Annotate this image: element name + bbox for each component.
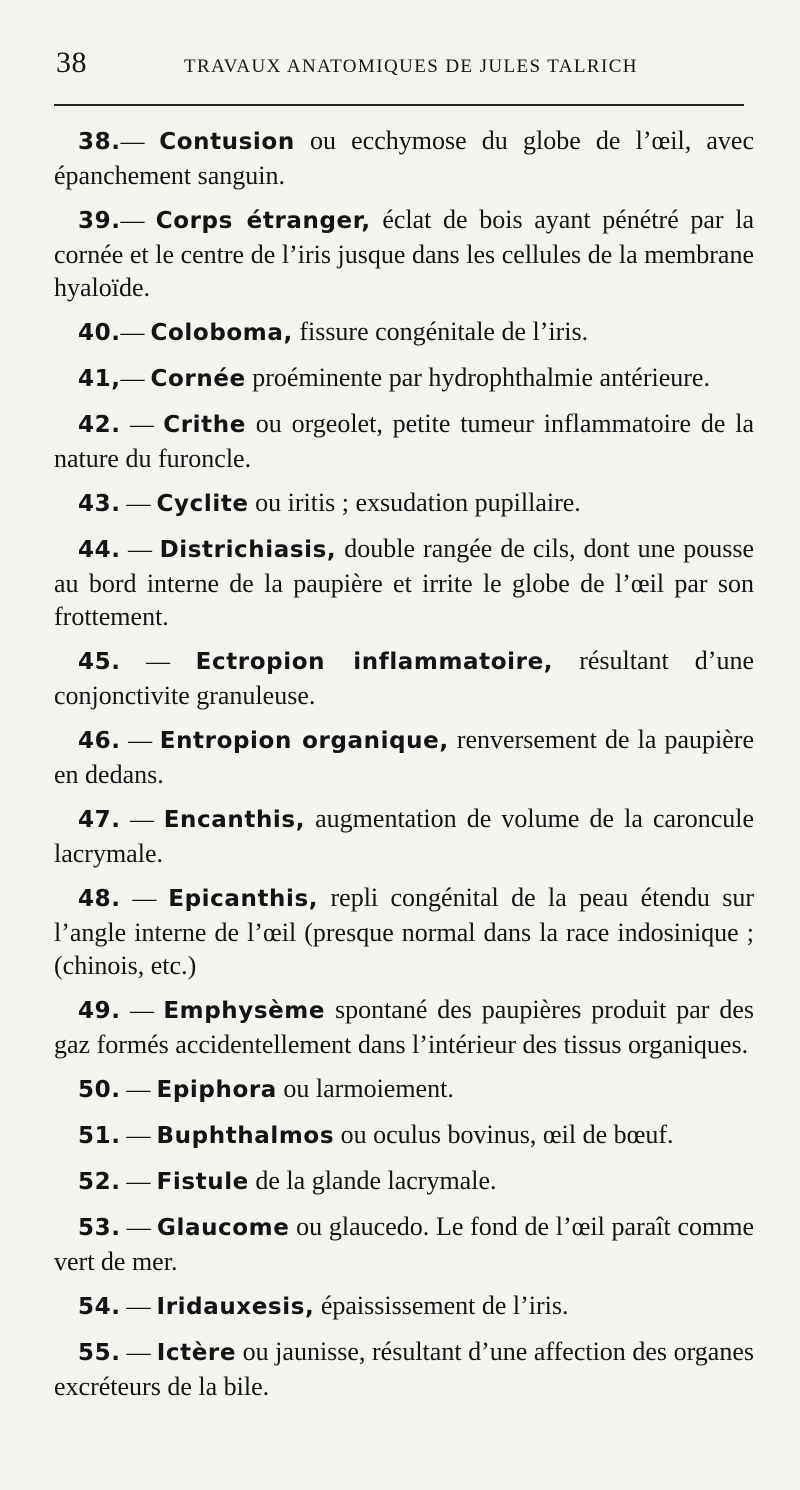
glossary-entry: [54, 1335, 754, 1403]
entry-separator: —: [120, 1294, 157, 1320]
entry-separator: —: [120, 1215, 157, 1241]
entry-description: éclat de bois ayant pénétré par la cornée et le centre de l’iris jusque dans les cellules de la membrane hyaloïde.: [54, 205, 755, 302]
entry-separator: —: [120, 320, 151, 346]
glossary-entry: [54, 1072, 754, 1107]
entry-description: ou iritis ; exsudation pupillaire.: [248, 488, 581, 517]
page-header: [56, 46, 756, 86]
glossary-entry: [54, 361, 754, 396]
entry-description: repli congénital de la peau étendu sur l’angle interne de l’œil (presque normal dans la race indosinique ; (chinois, etc.): [54, 883, 755, 980]
glossary-entry: [54, 532, 754, 633]
entry-description: proéminente par hydrophthalmie antérieure.: [245, 363, 710, 392]
entry-number: 45.: [78, 649, 121, 675]
entry-number: 40.: [78, 320, 121, 346]
glossary-entry: [54, 1164, 754, 1199]
glossary-entry: [54, 881, 754, 982]
glossary-entries: [54, 124, 754, 1414]
entry-separator: —: [120, 728, 160, 754]
entry-description: renversement de la paupière en dedans.: [54, 725, 754, 789]
glossary-entry: [54, 407, 754, 475]
entry-term: Ictère: [156, 1340, 237, 1366]
entry-separator: —: [120, 1123, 157, 1149]
entry-term: Coloboma,: [150, 320, 293, 346]
entry-term: Buphthalmos: [156, 1123, 335, 1149]
entry-term: Contusion: [159, 129, 295, 155]
glossary-entry: [54, 993, 754, 1061]
glossary-entry: [54, 486, 754, 521]
entry-description: épaississement de l’iris.: [314, 1291, 569, 1320]
glossary-entry: [54, 124, 754, 192]
entry-description: augmentation de volume de la caroncule lacrymale.: [54, 804, 755, 868]
entry-separator: —: [120, 1169, 157, 1195]
entry-separator: —: [120, 129, 160, 155]
entry-description: fissure congénitale de l’iris.: [292, 317, 589, 346]
entry-separator: —: [120, 366, 151, 392]
entry-separator: —: [120, 649, 196, 675]
running-title: TRAVAUX ANATOMIQUES DE JULES TALRICH: [184, 56, 638, 77]
entry-term: Epicanthis,: [168, 886, 319, 912]
glossary-entry: [54, 644, 754, 712]
entry-separator: —: [120, 807, 164, 833]
entry-number: 43.: [78, 491, 121, 517]
entry-description: ou jaunisse, résultant d’une affection des organes excréteurs de la bile.: [54, 1337, 755, 1401]
entry-number: 48.: [78, 886, 121, 912]
entry-number: 49.: [78, 998, 121, 1024]
entry-term: Epiphora: [156, 1077, 277, 1103]
entry-separator: —: [120, 537, 160, 563]
entry-term: Crithe: [163, 412, 246, 438]
glossary-entry: [54, 802, 754, 870]
entry-description: ou oculus bovinus, œil de bœuf.: [334, 1120, 674, 1149]
entry-term: Cyclite: [156, 491, 249, 517]
entry-term: Corps étranger,: [155, 208, 371, 234]
entry-separator: —: [120, 412, 164, 438]
header-rule: [54, 104, 744, 106]
entry-term: Encanthis,: [163, 807, 306, 833]
glossary-entry: [54, 203, 754, 304]
entry-term: Ectropion inflammatoire,: [195, 649, 554, 675]
entry-separator: —: [120, 998, 164, 1024]
entry-term: Cornée: [150, 366, 246, 392]
entry-term: Fistule: [156, 1169, 249, 1195]
entry-separator: —: [120, 1077, 157, 1103]
entry-number: 44.: [78, 537, 121, 563]
entry-number: 46.: [78, 728, 121, 754]
entry-separator: —: [120, 491, 157, 517]
glossary-entry: [54, 1118, 754, 1153]
entry-term: Districhiasis,: [159, 537, 337, 563]
entry-term: Entropion organique,: [159, 728, 449, 754]
entry-separator: —: [120, 208, 156, 234]
entry-separator: —: [120, 1340, 157, 1366]
entry-term: Iridauxesis,: [156, 1294, 315, 1320]
entry-separator: —: [120, 886, 169, 912]
glossary-entry: [54, 1210, 754, 1278]
entry-description: de la glande lacrymale.: [248, 1166, 497, 1195]
entry-description: spontané des paupières produit par des gaz formés accidentellement dans l’intérieur des tissus organiques.: [54, 995, 755, 1059]
entry-number: 55.: [78, 1340, 121, 1366]
entry-number: 39.: [78, 208, 121, 234]
entry-number: 53.: [78, 1215, 121, 1241]
glossary-entry: [54, 723, 754, 791]
entry-description: ou ecchymose du globe de l’œil, avec épanchement sanguin.: [54, 126, 755, 190]
entry-description: double rangée de cils, dont une pousse au bord interne de la paupière et irrite le globe de l’œil par son frottement.: [54, 534, 755, 631]
entry-number: 41,: [78, 366, 121, 392]
entry-number: 50.: [78, 1077, 121, 1103]
entry-number: 42.: [78, 412, 121, 438]
entry-number: 38.: [78, 129, 121, 155]
entry-number: 54.: [78, 1294, 121, 1320]
entry-number: 47.: [78, 807, 121, 833]
entry-description: ou glaucedo. Le fond de l’œil paraît comme vert de mer.: [54, 1212, 754, 1276]
entry-term: Glaucome: [156, 1215, 290, 1241]
entry-number: 52.: [78, 1169, 121, 1195]
entry-description: ou larmoiement.: [276, 1074, 454, 1103]
glossary-entry: [54, 315, 754, 350]
glossary-entry: [54, 1289, 754, 1324]
entry-description: résultant d’une conjonctivite granuleuse.: [54, 646, 754, 710]
entry-description: ou orgeolet, petite tumeur inflammatoire de la nature du furoncle.: [54, 409, 754, 473]
entry-term: Emphysème: [163, 998, 326, 1024]
page-number: 38: [56, 46, 87, 79]
entry-number: 51.: [78, 1123, 121, 1149]
